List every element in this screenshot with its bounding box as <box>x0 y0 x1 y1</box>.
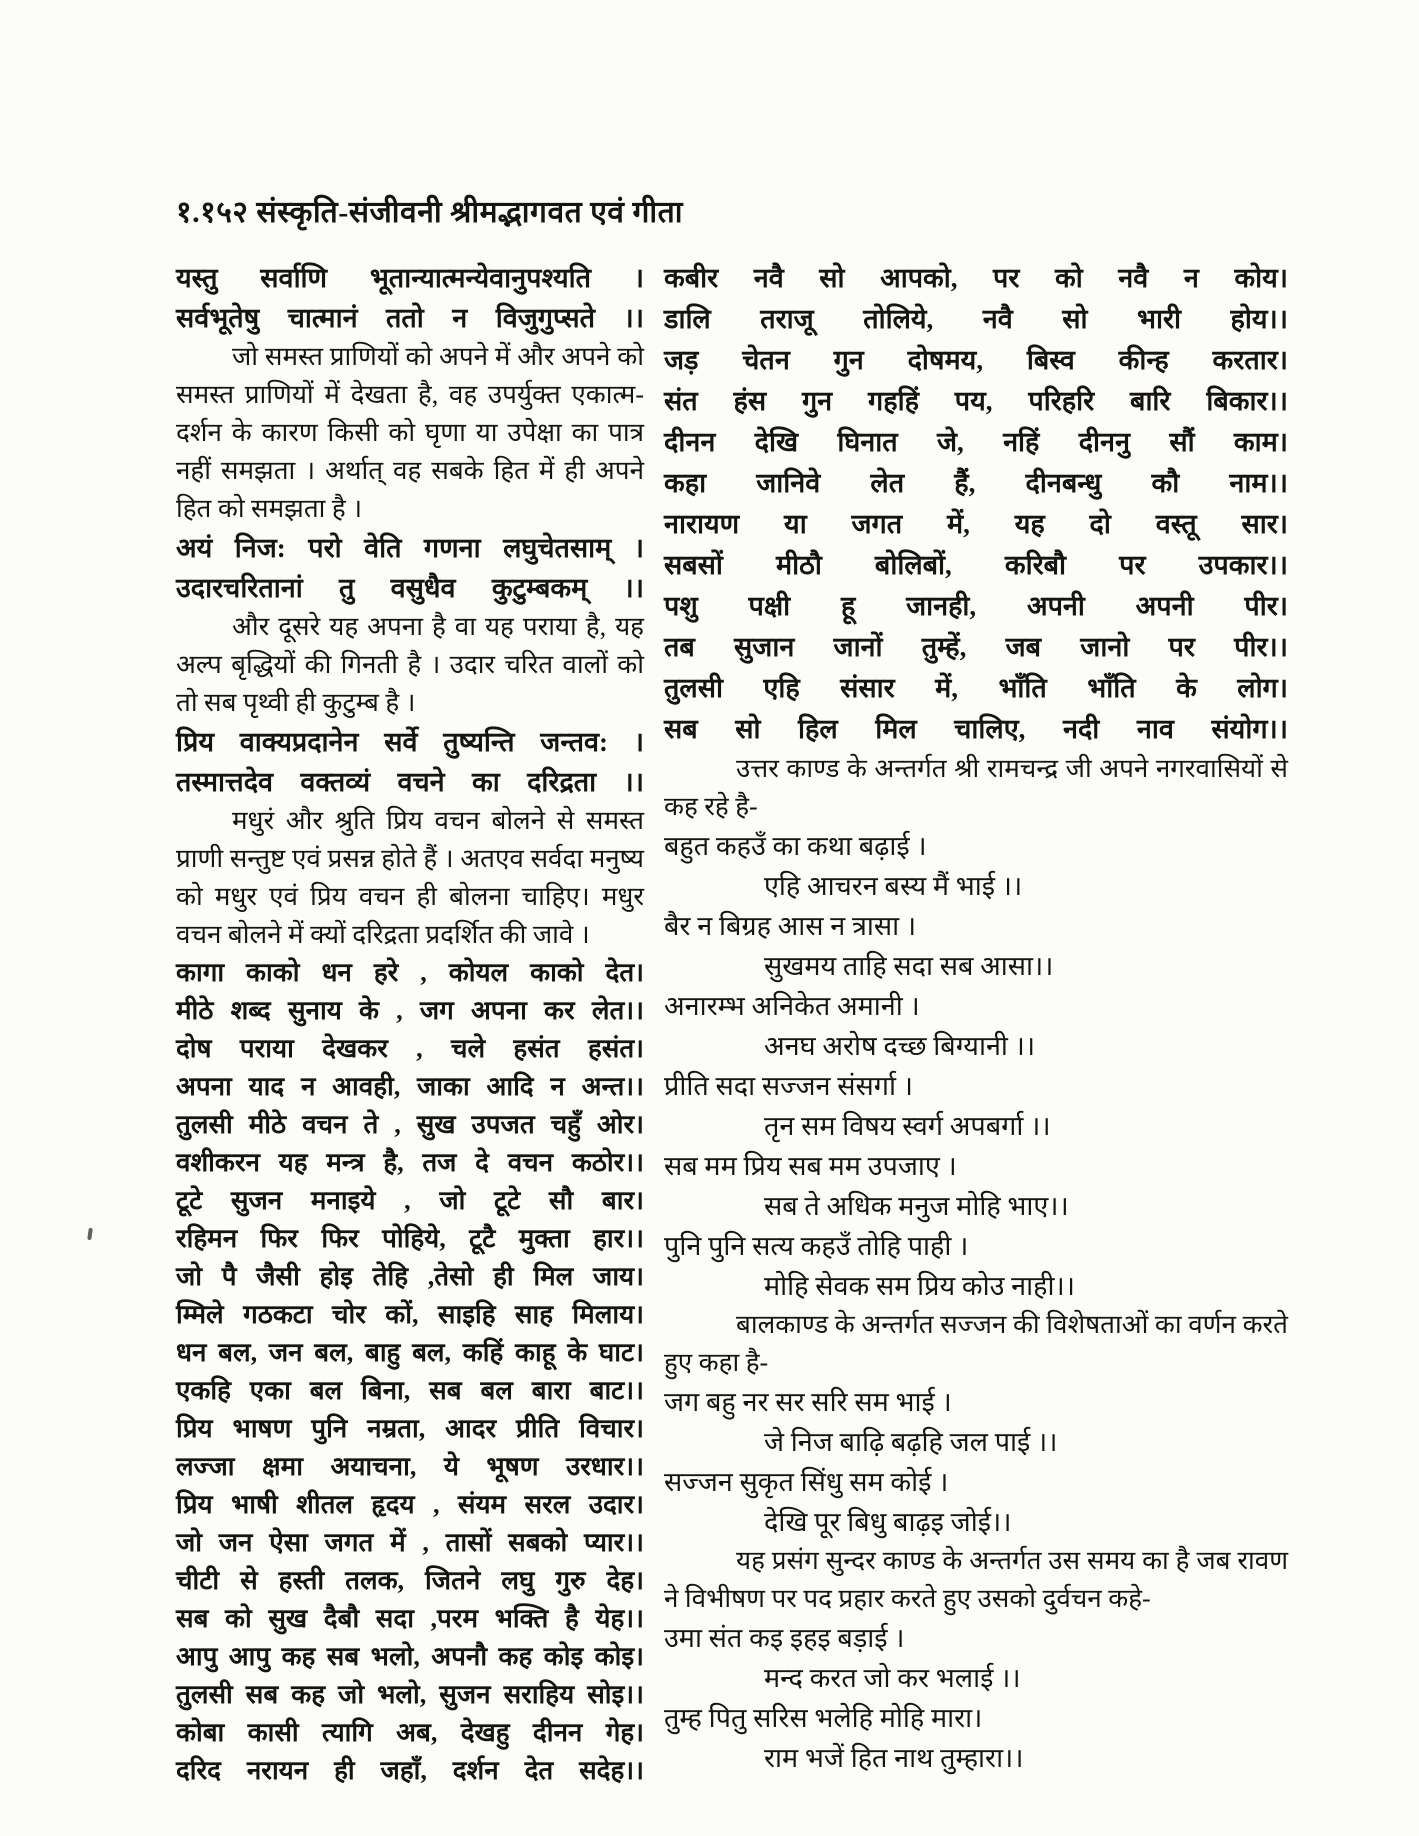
shloka-line: सर्वभूतेषु चात्मानं ततो न विजुगुप्सते ।। <box>176 303 644 333</box>
chaupai-line-a: प्रीति सदा सज्जन संसर्गा । <box>664 1071 913 1101</box>
doha-line: तुलसी सब कह जो भलो, सुजन सराहिय सोइ।। <box>176 1680 644 1709</box>
doha-line: वशीकरन यह मन्त्र है, तज दे वचन कठोर।। <box>176 1148 644 1177</box>
doha-line: तुलसी मीठे वचन ते , सुख उपजत चहुँ ओर। <box>176 1110 644 1139</box>
chaupai-line-b: सुखमय ताहि सदा सब आसा।। <box>764 951 1054 981</box>
chaupai-couplet <box>664 826 1288 906</box>
doha-line: लज्जा क्षमा अयाचना, ये भूषण उरधार।। <box>176 1452 644 1481</box>
commentary-para: बालकाण्ड के अन्तर्गत सज्जन की विशेषताओं का वर्णन करते हुए कहा है- <box>664 1310 1288 1377</box>
chaupai-line-b: सब ते अधिक मनुज मोहि भाए।। <box>764 1191 1069 1221</box>
sanskrit-shloka-3 <box>176 722 644 802</box>
doha-line: रहिमन फिर फिर पोहिये, टूटै मुक्ता हार।। <box>176 1224 644 1253</box>
left-column <box>176 258 644 1790</box>
doha-line: टूटे सुजन मनाइये , जो टूटे सौ बार। <box>176 1186 644 1215</box>
doha-line: संत हंस गुन गहहिं पय, परिहरि बारि बिकार।। <box>664 386 1288 416</box>
doha-line: तुलसी एहि संसार में, भाँति भाँति के लोग। <box>664 673 1288 703</box>
shloka-line: यस्तु सर्वाणि भूतान्यात्मन्येवानुपश्यति । <box>176 263 644 293</box>
chaupai-group-3 <box>664 1618 1288 1778</box>
chaupai-couplet <box>664 1462 1288 1542</box>
chaupai-group-1 <box>664 826 1288 1306</box>
doha-line: धन बल, जन बल, बाहु बल, कहिं काहू के घाट। <box>176 1338 644 1367</box>
chaupai-line-a: अनारम्भ अनिकेत अमानी । <box>664 991 920 1021</box>
doha-line: जड़ चेतन गुन दोषमय, बिस्व कीन्ह करतार। <box>664 345 1288 375</box>
doha-line: सबसों मीठौ बोलिबों, करिबौ पर उपकार।। <box>664 550 1288 580</box>
chaupai-line-b: मन्द करत जो कर भलाई ।। <box>764 1663 1021 1693</box>
chaupai-line-a: जग बहु नर सर सरि सम भाई । <box>664 1387 952 1417</box>
chaupai-couplet <box>664 906 1288 986</box>
right-column <box>664 258 1288 1778</box>
sanskrit-shloka-2 <box>176 528 644 608</box>
chaupai-line-b: देखि पूर बिधु बाढ़इ जोई।। <box>764 1507 1012 1537</box>
chaupai-line-b: तृन सम विषय स्वर्ग अपबर्गा ।। <box>764 1111 1051 1141</box>
chaupai-line-b: मोहि सेवक सम प्रिय कोउ नाही।। <box>764 1271 1075 1301</box>
shloka-line: प्रिय वाक्यप्रदानेन सर्वे तुष्यन्ति जन्तव: । <box>176 727 644 757</box>
doha-line: जो पै जैसी होइ तेहि ,तेसो ही मिल जाय। <box>176 1262 644 1291</box>
shloka-line: उदारचरितानां तु वसुधैव कुटुम्बकम् ।। <box>176 573 644 603</box>
chaupai-line-a: बैर न बिग्रह आस न त्रासा । <box>664 911 917 941</box>
sanskrit-shloka-1 <box>176 258 644 338</box>
chaupai-line-a: तुम्ह पितु सरिस भलेहि मोहि मारा। <box>664 1703 983 1733</box>
doha-group-left <box>176 954 644 1790</box>
chaupai-line-a: बहुत कहउँ का कथा बढ़ाई । <box>664 831 927 861</box>
commentary-para: जो समस्त प्राणियों को अपने में और अपने को समस्त प्राणियों में देखता है, वह उपर्युक्त एकात्म-दर्शन के कारण किसी को घृणा या उपेक्षा का पात्र नहीं समझता । अर्थात् वह सबके हित में ही अपने हित को समझता है । <box>176 342 644 523</box>
doha-line: पशु पक्षी हू जानही, अपनी अपनी पीर। <box>664 591 1288 621</box>
doha-line: जो जन ऐसा जगत में , तासों सबको प्यार।। <box>176 1528 644 1557</box>
doha-line: दीनन देखि घिनात जे, नहिं दीननु सौं काम। <box>664 427 1288 457</box>
chaupai-couplet <box>664 1226 1288 1306</box>
chaupai-couplet <box>664 1382 1288 1462</box>
chaupai-line-a: सब मम प्रिय सब मम उपजाए । <box>664 1151 957 1181</box>
two-column-text <box>176 258 1288 1790</box>
doha-line: प्रिय भाषण पुनि नम्रता, आदर प्रीति विचार। <box>176 1414 644 1443</box>
shloka-line: तस्मात्तदेव वक्तव्यं वचने का दरिद्रता ।। <box>176 767 644 797</box>
chaupai-line-b: राम भजें हित नाथ तुम्हारा।। <box>764 1743 1024 1773</box>
doha-line: कबीर नवै सो आपको, पर को नवै न कोय। <box>664 263 1288 293</box>
chaupai-couplet <box>664 1618 1288 1698</box>
chaupai-group-2 <box>664 1382 1288 1542</box>
doha-line: नारायण या जगत में, यह दो वस्तू सार। <box>664 509 1288 539</box>
chaupai-couplet <box>664 1698 1288 1778</box>
doha-group-right <box>664 258 1288 750</box>
chaupai-line-a: सज्जन सुकृत सिंधु सम कोई । <box>664 1467 949 1497</box>
commentary-para: उत्तर काण्ड के अन्तर्गत श्री रामचन्द्र जी अपने नगरवासियों से कह रहे है- <box>664 754 1288 821</box>
doha-line: सब सो हिल मिल चालिए, नदी नाव संयोग।। <box>664 714 1288 744</box>
commentary-para: मधुरं और श्रुति प्रिय वचन बोलने से समस्त प्राणी सन्तुष्ट एवं प्रसन्न होते हैं । अतएव सर्वदा मनुष्य को मधुर एवं प्रिय वचन ही बोलना चाहिए। मधुर वचन बोलने में क्यों दरिद्रता प्रदर्शित की जावे । <box>176 806 644 949</box>
doha-line: कहा जानिवे लेत हैं, दीनबन्धु कौ नाम।। <box>664 468 1288 498</box>
doha-line: एकहि एका बल बिना, सब बल बारा बाट।। <box>176 1376 644 1405</box>
doha-line: सब को सुख दैबौ सदा ,परम भक्ति है येह।। <box>176 1604 644 1633</box>
doha-line: चीटी से हस्ती तलक, जितने लघु गुरु देह। <box>176 1566 644 1595</box>
shloka-line: अयं निज: परो वेति गणना लघुचेतसाम् । <box>176 533 644 563</box>
doha-line: कागा काको धन हरे , कोयल काको देत। <box>176 958 644 987</box>
doha-line: तब सुजान जानों तुम्हें, जब जानो पर पीर।। <box>664 632 1288 662</box>
chaupai-line-a: उमा संत कइ इहइ बड़ाई । <box>664 1623 905 1653</box>
doha-line: म्मिले गठकटा चोर कों, साइहि साह मिलाय। <box>176 1300 644 1329</box>
chaupai-couplet <box>664 1066 1288 1146</box>
doha-line: कोबा कासी त्यागि अब, देखहु दीनन गेह। <box>176 1718 644 1747</box>
chaupai-line-a: पुनि पुनि सत्य कहउँ तोहि पाही । <box>664 1231 969 1261</box>
chaupai-couplet <box>664 986 1288 1066</box>
doha-line: अपना याद न आवही, जाका आदि न अन्त।। <box>176 1072 644 1101</box>
commentary-para: और दूसरे यह अपना है वा यह पराया है, यह अल्प बृद्धियों की गिनती है । उदार चरित वालों को तो सब पृथ्वी ही कुटुम्ब है । <box>176 612 644 717</box>
chaupai-couplet <box>664 1146 1288 1226</box>
chaupai-line-b: जे निज बाढ़ि बढ़हि जल पाई ।। <box>764 1427 1058 1457</box>
commentary-para: यह प्रसंग सुन्दर काण्ड के अन्तर्गत उस समय का है जब रावण ने विभीषण पर पद प्रहार करते हुए उसको दुर्वचन कहे- <box>664 1546 1288 1613</box>
page-header-title: १.१५२ संस्कृति-संजीवनी श्रीमद्भागवत एवं गीता <box>176 196 684 229</box>
doha-line: मीठे शब्द सुनाय के , जग अपना कर लेत।। <box>176 996 644 1025</box>
doha-line: प्रिय भाषी शीतल हृदय , संयम सरल उदार। <box>176 1490 644 1519</box>
doha-line: दोष पराया देखकर , चले हसंत हसंत। <box>176 1034 644 1063</box>
doha-line: आपु आपु कह सब भलो, अपनौ कह कोइ कोइ। <box>176 1642 644 1671</box>
doha-line: डालि तराजू तोलिये, नवै सो भारी होय।। <box>664 304 1288 334</box>
doha-line: दरिद नरायन ही जहाँ, दर्शन देत सदेह।। <box>176 1756 644 1785</box>
chaupai-line-b: एहि आचरन बस्य मैं भाई ।। <box>764 871 1023 901</box>
chaupai-line-b: अनघ अरोष दच्छ बिग्यानी ।। <box>764 1031 1036 1061</box>
scan-speck <box>87 1228 93 1240</box>
